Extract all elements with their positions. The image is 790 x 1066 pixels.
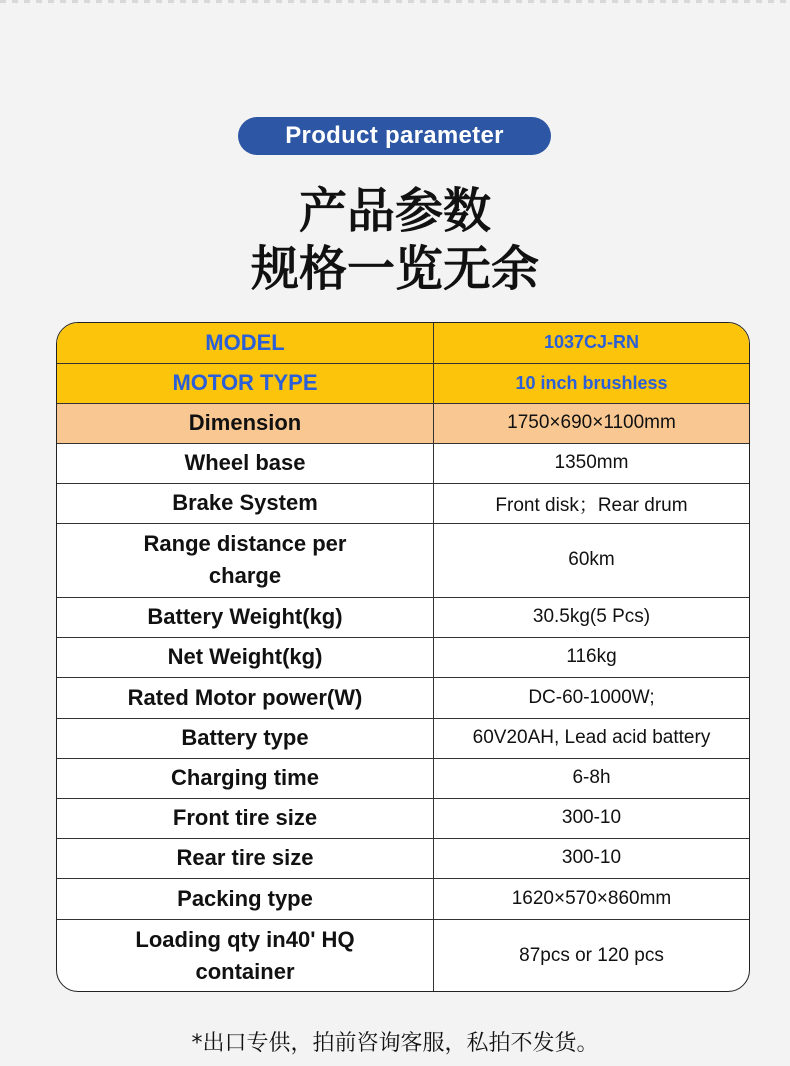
table-row-packing-type (57, 878, 749, 919)
row-label: Net Weight(kg) (57, 637, 434, 677)
table-row-model (57, 323, 749, 363)
table-row-battery-weight (57, 597, 749, 637)
row-value: 116kg (434, 637, 750, 677)
row-value: 1750×690×1100mm (434, 403, 750, 443)
table-row-battery-type (57, 718, 749, 758)
top-dotted-border (0, 0, 790, 3)
row-value: 300-10 (434, 838, 750, 878)
footnote: *出口专供，拍前咨询客服，私拍不发货。 (191, 1031, 599, 1056)
row-value: 1037CJ-RN (434, 323, 750, 363)
table-row-net-weight (57, 637, 749, 677)
table-row-wheel-base (57, 443, 749, 483)
table-row-motor-type (57, 363, 749, 403)
row-value: 1620×570×860mm (434, 878, 750, 919)
row-label: Range distance per charge (57, 523, 434, 597)
row-value: 10 inch brushless (434, 363, 750, 403)
table-row-charging-time (57, 758, 749, 798)
table-row-rated-motor-power (57, 677, 749, 718)
row-label: MOTOR TYPE (57, 363, 434, 403)
table-row-range-distance (57, 523, 749, 597)
row-label: Dimension (57, 403, 434, 443)
row-label: Front tire size (57, 798, 434, 838)
row-value: 87pcs or 120 pcs (519, 945, 664, 967)
row-label: Rated Motor power(W) (57, 677, 434, 718)
row-label: Brake System (57, 483, 434, 523)
table-row-dimension (57, 403, 749, 443)
table-row-loading-qty (57, 919, 749, 992)
row-label: Battery Weight(kg) (57, 597, 434, 637)
row-value: Front disk；Rear drum (434, 483, 750, 523)
row-label: MODEL (57, 323, 434, 363)
table-row-brake-system (57, 483, 749, 523)
page-title-line1: 产品参数 (298, 183, 491, 239)
table-row-front-tire-size (57, 798, 749, 838)
row-value: 1350mm (434, 443, 750, 483)
spec-table (56, 322, 750, 992)
row-label: Battery type (57, 718, 434, 758)
row-value: 60km (434, 523, 750, 597)
row-label: Wheel base (57, 443, 434, 483)
row-value: DC-60-1000W; (434, 677, 750, 718)
row-value: 6-8h (434, 758, 750, 798)
row-value: 60V20AH, Lead acid battery (434, 718, 750, 758)
row-label: Packing type (57, 878, 434, 919)
product-parameter-badge: Product parameter (238, 117, 551, 155)
row-label: Rear tire size (57, 838, 434, 878)
row-value: 300-10 (434, 798, 750, 838)
row-label: Charging time (57, 758, 434, 798)
row-value: 30.5kg(5 Pcs) (434, 597, 750, 637)
page-title-line2: 规格一览无余 (250, 241, 539, 297)
row-label: Loading qty in40' HQ container (57, 919, 434, 992)
table-row-rear-tire-size (57, 838, 749, 878)
